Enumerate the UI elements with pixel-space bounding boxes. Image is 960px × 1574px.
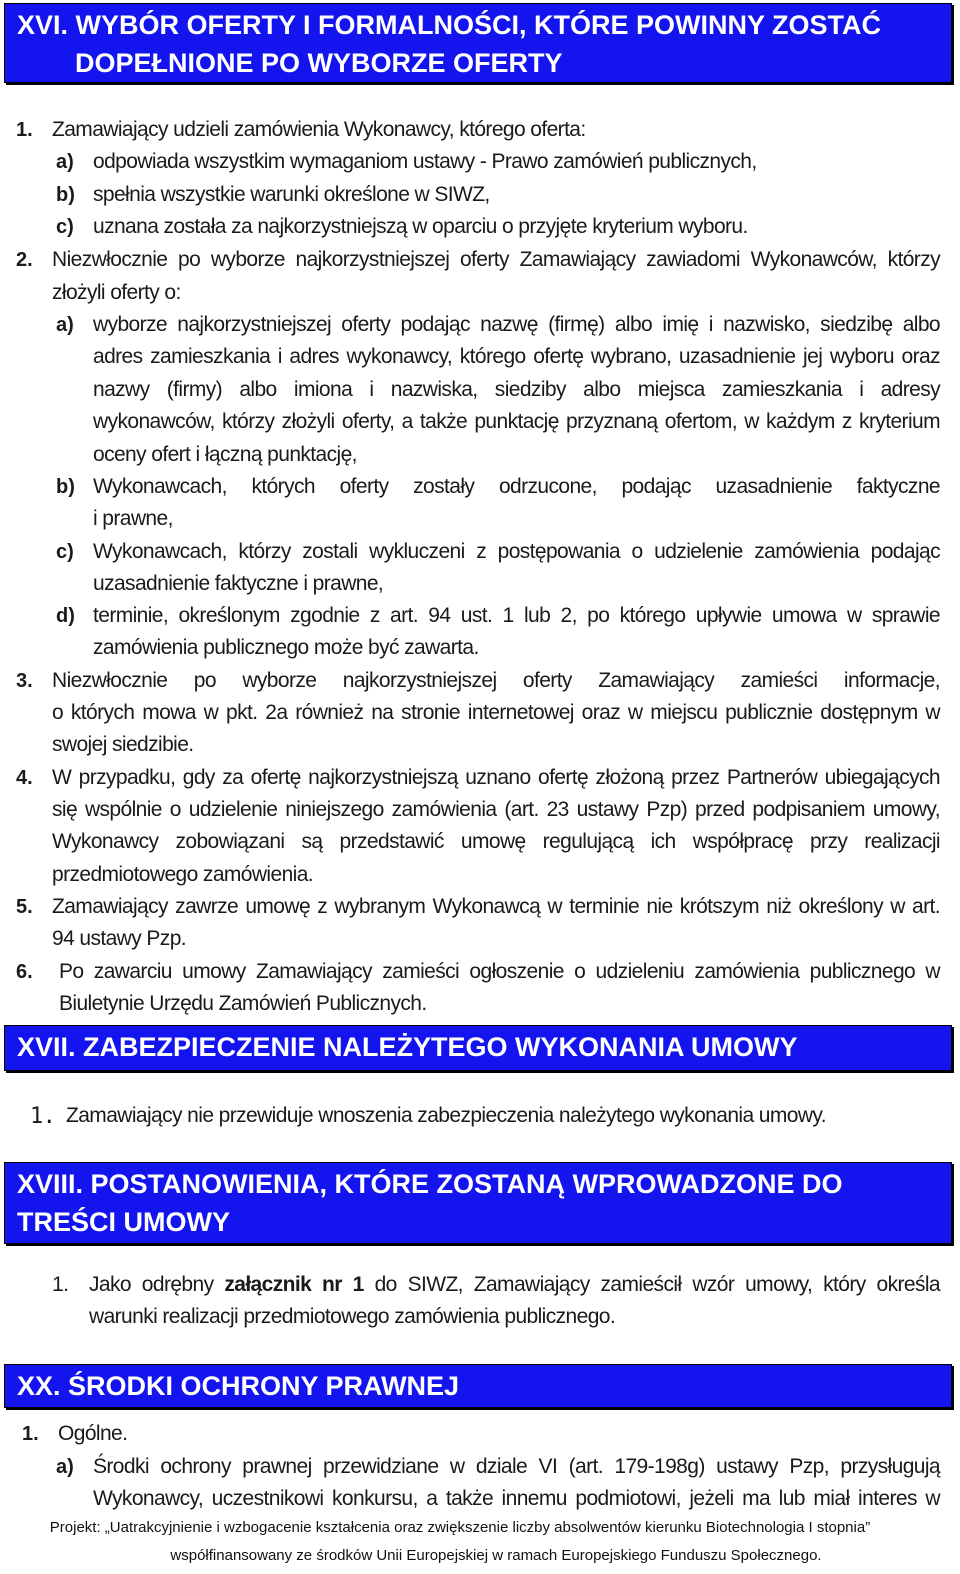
paragraph-text: Wykonawcach, którzy zostali wykluczeni z postępowania o udzielenie zamówienia podając [93, 540, 940, 563]
paragraph-text: wyborze najkorzystniejszej oferty podając nazwę (firmę) albo imię i nazwisko, siedzibę albo [93, 313, 940, 336]
item-letter: a) [56, 314, 74, 336]
paragraph-text: uznana została za najkorzystniejszą w oparciu o przyjęte kryterium wyboru. [93, 215, 748, 238]
attachment-reference: załącznik nr 1 [224, 1273, 364, 1296]
paragraph-text: oceny ofert i łączną punktację, [93, 443, 357, 466]
paragraph-text: Zamawiający zawrze umowę z wybranym Wykonawcą w terminie nie krótszym niż określony w art. [52, 895, 940, 918]
paragraph-text: Ogólne. [58, 1422, 128, 1445]
item-letter: b) [56, 476, 75, 498]
paragraph-text: o których mowa w pkt. 2a również na stronie internetowej oraz w miejscu publicznie dostępnym w [52, 701, 940, 724]
section-title: XVII. ZABEZPIECZENIE NALEŻYTEGO WYKONANIA UMOWY [17, 1032, 798, 1062]
item-number: 1. [22, 1423, 39, 1445]
paragraph-text: i prawne, [93, 507, 173, 530]
item-number: 1. [30, 1104, 56, 1129]
paragraph-text: nazwy (firmy) albo imiona i nazwiska, siedziby albo miejsca zamieszkania i adresy [93, 378, 940, 401]
paragraph-text: złożyli oferty o: [52, 281, 181, 304]
item-number: 1. [52, 1273, 69, 1296]
section-title-line2: DOPEŁNIONE PO WYBORZE OFERTY [75, 48, 563, 78]
item-letter: c) [56, 541, 74, 563]
item-letter: a) [56, 151, 74, 173]
section-header-xvi [4, 3, 952, 83]
section-title-line1: XVI. WYBÓR OFERTY I FORMALNOŚCI, KTÓRE POWINNY ZOSTAĆ [17, 10, 882, 40]
paragraph-text: uzasadnienie faktyczne i prawne, [93, 572, 384, 595]
paragraph-text: warunki realizacji przedmiotowego zamówienia publicznego. [89, 1305, 616, 1328]
paragraph-text [89, 1269, 940, 1302]
paragraph-text: W przypadku, gdy za ofertę najkorzystniejszą uznano ofertę złożoną przez Partnerów ubiegających [52, 766, 940, 789]
paragraph-text: spełnia wszystkie warunki określone w SIWZ, [93, 183, 490, 206]
paragraph-text: terminie, określonym zgodnie z art. 94 ust. 1 lub 2, po którego upływie umowa w sprawie [93, 604, 940, 627]
paragraph-text: Wykonawcach, których oferty zostały odrzucone, podając uzasadnienie faktyczne [93, 475, 940, 498]
item-number: 3. [16, 670, 33, 692]
paragraph-text: się wspólnie o udzielenie niniejszego zamówienia (art. 23 ustawy Pzp) przed podpisaniem umowy, [52, 798, 940, 821]
item-number: 5. [16, 896, 33, 918]
paragraph-text: Po zawarciu umowy Zamawiający zamieści ogłoszenie o udzieleniu zamówienia publicznego w [59, 960, 940, 983]
section-header-xvii [4, 1025, 952, 1071]
item-number: 2. [16, 249, 33, 271]
paragraph-text: Zamawiający nie przewiduje wnoszenia zabezpieczenia należytego wykonania umowy. [66, 1104, 826, 1127]
text-run: Jako odrębny [89, 1273, 225, 1296]
item-number: 6. [16, 961, 33, 983]
footer-funding-line: współfinansowany ze środków Unii Europejskiej w ramach Europejskiego Funduszu Społecznego. [170, 1547, 822, 1564]
paragraph-text: Środki ochrony prawnej przewidziane w dziale VI (art. 179-198g) ustawy Pzp, przysługują [93, 1455, 940, 1478]
paragraph-text: Niezwłocznie po wyborze najkorzystniejszej oferty Zamawiający zamieści informacje, [52, 669, 940, 692]
paragraph-text: Niezwłocznie po wyborze najkorzystniejszej oferty Zamawiający zawiadomi Wykonawców, którzy [52, 248, 940, 271]
section-title: XX. ŚRODKI OCHRONY PRAWNEJ [17, 1371, 460, 1401]
paragraph-text: przedmiotowego zamówienia. [52, 863, 314, 886]
section-header-xviii [4, 1162, 952, 1244]
paragraph-text: Zamawiający udzieli zamówienia Wykonawcy, którego oferta: [52, 118, 586, 141]
item-letter: b) [56, 184, 75, 206]
paragraph-text: Wykonawcy zobowiązani są przedstawić umowę regulującą ich współpracę przy realizacji [52, 830, 940, 853]
section-title-line2: TREŚCI UMOWY [17, 1207, 230, 1237]
text-run: do SIWZ, Zamawiający zamieścił wzór umowy, który określa [363, 1273, 940, 1296]
paragraph-text: wykonawców, którzy złożyli oferty, a także punktację przyznaną ofertom, w każdym z kryterium [93, 410, 940, 433]
paragraph-text: 94 ustawy Pzp. [52, 927, 187, 950]
item-number: 1. [16, 119, 33, 141]
paragraph-text: Biuletynie Urzędu Zamówień Publicznych. [59, 992, 427, 1015]
item-number: 4. [16, 767, 33, 789]
item-letter: d) [56, 605, 75, 627]
item-letter: c) [56, 216, 74, 238]
paragraph-text: Wykonawcy, uczestnikowi konkursu, a także innemu podmiotowi, jeżeli ma lub miał interes w [93, 1487, 940, 1510]
footer-project-line: Projekt: „Uatrakcyjnienie i wzbogacenie kształcenia oraz zwiększenie liczby absolwentów kierunku Biotechnologia I stopnia” [49, 1519, 871, 1536]
paragraph-text: swojej siedzibie. [52, 733, 194, 756]
item-letter: a) [56, 1456, 74, 1478]
paragraph-text: zamówienia publicznego może być zawarta. [93, 636, 479, 659]
paragraph-text: adres zamieszkania i adres wykonawcy, którego ofertę wybrano, uzasadnienie jej wyboru oraz [93, 345, 940, 368]
section-title-line1: XVIII. POSTANOWIENIA, KTÓRE ZOSTANĄ WPROWADZONE DO [17, 1169, 843, 1199]
section-header-xx [4, 1364, 952, 1408]
paragraph-text: odpowiada wszystkim wymaganiom ustawy - Prawo zamówień publicznych, [93, 150, 757, 173]
